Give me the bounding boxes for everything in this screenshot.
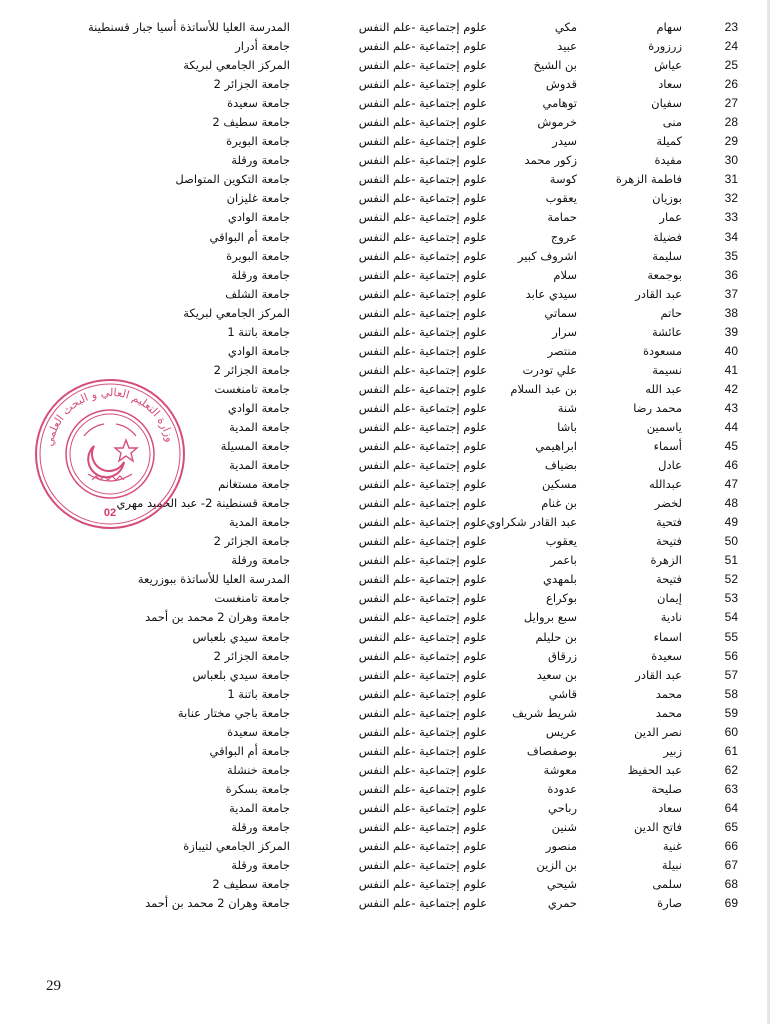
specialty: علوم إجتماعية -علم النفس [358, 877, 487, 892]
first-name: نبيلة [661, 858, 682, 873]
first-name: عياش [654, 58, 682, 73]
specialty: علوم إجتماعية -علم النفس [358, 610, 487, 625]
first-name: فتحية [655, 515, 682, 530]
last-name: بن حليلم [535, 629, 577, 644]
specialty: علوم إجتماعية -علم النفس [358, 724, 487, 739]
row-number: 48 [724, 496, 738, 511]
table-row [0, 589, 770, 608]
last-name: سبع بروايل [523, 610, 577, 625]
university: جامعة الوادي [227, 343, 290, 358]
specialty: علوم إجتماعية -علم النفس [358, 419, 487, 434]
specialty: علوم إجتماعية -علم النفس [358, 58, 487, 73]
last-name: شنة [557, 400, 577, 415]
table-row [0, 18, 770, 37]
row-number: 65 [724, 819, 738, 834]
first-name: محمد [655, 705, 682, 720]
table-row [0, 780, 770, 799]
specialty: علوم إجتماعية -علم النفس [358, 896, 487, 911]
specialty: علوم إجتماعية -علم النفس [358, 819, 487, 834]
table-row [0, 94, 770, 113]
university: جامعة خنشلة [227, 762, 290, 777]
university: جامعة سعيدة [227, 96, 290, 111]
last-name: كوسة [549, 172, 577, 187]
last-name: يعقوب [545, 191, 577, 206]
table-row [0, 608, 770, 627]
row-number: 49 [724, 515, 738, 530]
university: جامعة ورقلة [231, 553, 290, 568]
table-row [0, 56, 770, 75]
first-name: محمد [655, 686, 682, 701]
table-row [0, 304, 770, 323]
row-number: 67 [724, 858, 738, 873]
university: جامعة المدية [229, 515, 290, 530]
specialty: علوم إجتماعية -علم النفس [358, 134, 487, 149]
university: جامعة بسكرة [225, 781, 290, 796]
last-name: بوكراع [545, 591, 577, 606]
specialty: علوم إجتماعية -علم النفس [358, 591, 487, 606]
last-name: عدودة [547, 781, 577, 796]
last-name: باشا [557, 419, 577, 434]
row-number: 31 [724, 172, 738, 187]
first-name: فتيحة [655, 572, 682, 587]
row-number: 38 [724, 305, 738, 320]
first-name: زرزورة [648, 39, 682, 54]
first-name: عادل [658, 458, 682, 473]
first-name: مسعودة [642, 343, 682, 358]
last-name: توهامي [542, 96, 577, 111]
last-name: بن عبد السلام [510, 381, 577, 396]
table-row [0, 570, 770, 589]
university: جامعة ورقلة [231, 153, 290, 168]
university: جامعة الجزائر 2 [213, 648, 290, 663]
first-name: الزهرة [650, 553, 682, 568]
specialty: علوم إجتماعية -علم النفس [358, 858, 487, 873]
university: جامعة وهران 2 محمد بن أحمد [145, 896, 290, 911]
first-name: كميلة [656, 134, 682, 149]
first-name: ياسمين [646, 419, 682, 434]
last-name: عبيد [557, 39, 577, 54]
table-row [0, 189, 770, 208]
university: جامعة الوادي [227, 400, 290, 415]
row-number: 43 [724, 400, 738, 415]
table-row [0, 704, 770, 723]
table-row [0, 856, 770, 875]
row-number: 64 [724, 800, 738, 815]
row-number: 50 [724, 534, 738, 549]
last-name: رباحي [548, 800, 577, 815]
row-number: 57 [724, 667, 738, 682]
specialty: علوم إجتماعية -علم النفس [358, 686, 487, 701]
row-number: 34 [724, 229, 738, 244]
specialty: علوم إجتماعية -علم النفس [358, 648, 487, 663]
specialty: علوم إجتماعية -علم النفس [358, 343, 487, 358]
row-number: 29 [724, 134, 738, 149]
specialty: علوم إجتماعية -علم النفس [358, 629, 487, 644]
specialty: علوم إجتماعية -علم النفس [358, 229, 487, 244]
svg-text:وزارة التعليم العالي و البحث ا [42, 386, 176, 448]
specialty: علوم إجتماعية -علم النفس [358, 305, 487, 320]
specialty: علوم إجتماعية -علم النفس [358, 96, 487, 111]
row-number: 47 [724, 477, 738, 492]
table-row [0, 628, 770, 647]
university: جامعة الجزائر 2 [213, 534, 290, 549]
first-name: عبد القادر [635, 286, 682, 301]
first-name: عبد الله [645, 381, 682, 396]
university: المركز الجامعي لبريكة [183, 305, 290, 320]
row-number: 68 [724, 877, 738, 892]
specialty: علوم إجتماعية -علم النفس [358, 781, 487, 796]
table-row [0, 799, 770, 818]
table-row [0, 666, 770, 685]
specialty: علوم إجتماعية -علم النفس [358, 39, 487, 54]
row-number: 28 [724, 115, 738, 130]
last-name: عروج [550, 229, 577, 244]
first-name: صارة [657, 896, 682, 911]
first-name: نصر الدين [634, 724, 682, 739]
university: جامعة تامنغست [214, 381, 290, 396]
table-row [0, 894, 770, 913]
first-name: نادية [660, 610, 682, 625]
row-number: 46 [724, 458, 738, 473]
first-name: سعاد [658, 800, 682, 815]
specialty: علوم إجتماعية -علم النفس [358, 286, 487, 301]
last-name: ابراهيمي [535, 439, 577, 454]
last-name: بن غنام [541, 496, 577, 511]
table-row [0, 113, 770, 132]
specialty: علوم إجتماعية -علم النفس [358, 496, 487, 511]
first-name: صليحة [651, 781, 682, 796]
university: المدرسة العليا للأساتذة ببوزريعة [137, 572, 290, 587]
university: جامعة باتنة 1 [227, 324, 290, 339]
specialty: علوم إجتماعية -علم النفس [358, 743, 487, 758]
university: جامعة التكوين المتواصل [175, 172, 290, 187]
row-number: 35 [724, 248, 738, 263]
last-name: زرقاق [547, 648, 577, 663]
first-name: غنية [662, 839, 682, 854]
specialty: علوم إجتماعية -علم النفس [358, 248, 487, 263]
table-row [0, 170, 770, 189]
first-name: عمار [659, 210, 682, 225]
first-name: فضيلة [653, 229, 682, 244]
first-name: فاتح الدين [634, 819, 682, 834]
first-name: سلمى [652, 877, 682, 892]
row-number: 45 [724, 439, 738, 454]
university: جامعة باجي مختار عنابة [177, 705, 290, 720]
last-name: بلمهدي [543, 572, 577, 587]
first-name: سليمة [652, 248, 682, 263]
specialty: علوم إجتماعية -علم النفس [358, 477, 487, 492]
first-name: مفيدة [654, 153, 682, 168]
table-row [0, 837, 770, 856]
university: جامعة المدية [229, 800, 290, 815]
specialty: علوم إجتماعية -علم النفس [358, 115, 487, 130]
row-number: 55 [724, 629, 738, 644]
first-name: عبدالله [648, 477, 682, 492]
first-name: محمد رضا [633, 400, 682, 415]
university: جامعة المدية [229, 419, 290, 434]
specialty: علوم إجتماعية -علم النفس [358, 210, 487, 225]
row-number: 53 [724, 591, 738, 606]
specialty: علوم إجتماعية -علم النفس [358, 705, 487, 720]
last-name: سيدر [552, 134, 577, 149]
specialty: علوم إجتماعية -علم النفس [358, 800, 487, 815]
last-name: خرموش [537, 115, 577, 130]
table-row [0, 818, 770, 837]
table-row [0, 285, 770, 304]
table-row [0, 647, 770, 666]
first-name: عبد الحفيظ [627, 762, 682, 777]
university: جامعة ورقلة [231, 267, 290, 282]
page-number: 29 [46, 978, 61, 994]
specialty: علوم إجتماعية -علم النفس [358, 153, 487, 168]
last-name: بن سعيد [536, 667, 577, 682]
row-number: 25 [724, 58, 738, 73]
university: المركز الجامعي لبريكة [183, 58, 290, 73]
university: جامعة المسيلة [220, 439, 290, 454]
university: جامعة البويرة [226, 134, 290, 149]
table-row [0, 723, 770, 742]
university: جامعة غليزان [226, 191, 290, 206]
row-number: 52 [724, 572, 738, 587]
first-name: سعاد [658, 77, 682, 92]
university: جامعة سطيف 2 [212, 115, 290, 130]
last-name: بن الزين [536, 858, 577, 873]
university: جامعة سيدي بلعباس [192, 629, 290, 644]
table-row [0, 761, 770, 780]
last-name: بوصفصاف [526, 743, 577, 758]
table-row [0, 685, 770, 704]
first-name: فتيحة [655, 534, 682, 549]
university: المركز الجامعي لتيبازة [183, 839, 290, 854]
row-number: 33 [724, 210, 738, 225]
table-row [0, 323, 770, 342]
university: المدرسة العليا للأساتذة أسيا جبار قسنطينة [87, 20, 290, 34]
last-name: زكور محمد [524, 153, 577, 168]
university: جامعة الجزائر 2 [213, 77, 290, 92]
specialty: علوم إجتماعية -علم النفس [358, 381, 487, 396]
specialty: علوم إجتماعية -علم النفس [358, 534, 487, 549]
last-name: بضياف [544, 458, 577, 473]
last-name: عبد القادر شكراوي [486, 515, 577, 530]
last-name: علي تودرت [522, 362, 577, 377]
last-name: شريط شريف [512, 705, 577, 720]
table-row [0, 151, 770, 170]
last-name: سلام [553, 267, 577, 282]
row-number: 56 [724, 648, 738, 663]
table-row [0, 132, 770, 151]
row-number: 54 [724, 610, 738, 625]
specialty: علوم إجتماعية -علم النفس [358, 572, 487, 587]
last-name: سماتي [544, 305, 577, 320]
table-row [0, 228, 770, 247]
university: جامعة الوادي [227, 210, 290, 225]
row-number: 37 [724, 286, 738, 301]
university: جامعة سعيدة [227, 724, 290, 739]
row-number: 58 [724, 686, 738, 701]
specialty: علوم إجتماعية -علم النفس [358, 191, 487, 206]
university: جامعة البويرة [226, 248, 290, 263]
first-name: أسماء [653, 439, 682, 454]
last-name: قدوش [545, 77, 577, 92]
specialty: علوم إجتماعية -علم النفس [358, 667, 487, 682]
row-number: 24 [724, 39, 738, 54]
row-number: 39 [724, 324, 738, 339]
row-number: 40 [724, 343, 738, 358]
row-number: 23 [724, 20, 738, 34]
table-row [0, 875, 770, 894]
first-name: بوجمعة [647, 267, 682, 282]
university: جامعة سيدي بلعباس [192, 667, 290, 682]
university: جامعة ورقلة [231, 819, 290, 834]
first-name: منى [662, 115, 682, 130]
university: جامعة أم البواقي [209, 743, 290, 758]
last-name: اشروف كبير [517, 248, 577, 263]
first-name: بوزيان [652, 191, 682, 206]
row-number: 32 [724, 191, 738, 206]
last-name: مكي [554, 20, 577, 34]
row-number: 69 [724, 896, 738, 911]
specialty: علوم إجتماعية -علم النفس [358, 362, 487, 377]
last-name: عريس [545, 724, 577, 739]
first-name: سفيان [651, 96, 682, 111]
row-number: 66 [724, 839, 738, 854]
first-name: لخضر [654, 496, 682, 511]
table-row [0, 208, 770, 227]
table-row [0, 342, 770, 361]
official-stamp-icon [32, 376, 188, 532]
university: جامعة باتنة 1 [227, 686, 290, 701]
table-row [0, 551, 770, 570]
row-number: 62 [724, 762, 738, 777]
row-number: 61 [724, 743, 738, 758]
specialty: علوم إجتماعية -علم النفس [358, 77, 487, 92]
specialty: علوم إجتماعية -علم النفس [358, 20, 487, 34]
row-number: 41 [724, 362, 738, 377]
table-row [0, 37, 770, 56]
first-name: سعيدة [651, 648, 682, 663]
last-name: مسكين [542, 477, 577, 492]
last-name: شنين [551, 819, 577, 834]
specialty: علوم إجتماعية -علم النفس [358, 515, 487, 530]
university: جامعة وهران 2 محمد بن أحمد [145, 610, 290, 625]
university: جامعة الشلف [225, 286, 290, 301]
last-name: معوشة [543, 762, 577, 777]
specialty: علوم إجتماعية -علم النفس [358, 762, 487, 777]
last-name: يعقوب [545, 534, 577, 549]
first-name: نسيمة [652, 362, 682, 377]
university: جامعة مستغانم [218, 477, 290, 492]
stamp-number: 02 [103, 507, 117, 519]
specialty: علوم إجتماعية -علم النفس [358, 553, 487, 568]
row-number: 27 [724, 96, 738, 111]
first-name: عائشة [652, 324, 682, 339]
last-name: قاشي [548, 686, 577, 701]
university: جامعة قسنطينة 2- عبد الحميد مهري [116, 496, 290, 511]
last-name: حمري [547, 896, 577, 911]
table-row [0, 75, 770, 94]
university: جامعة تامنغست [214, 591, 290, 606]
last-name: سيدي عابد [525, 286, 577, 301]
row-number: 26 [724, 77, 738, 92]
row-number: 51 [724, 553, 738, 568]
university: جامعة المدية [229, 458, 290, 473]
specialty: علوم إجتماعية -علم النفس [358, 439, 487, 454]
specialty: علوم إجتماعية -علم النفس [358, 172, 487, 187]
first-name: اسماء [653, 629, 682, 644]
last-name: منتصر [547, 343, 577, 358]
table-row [0, 266, 770, 285]
last-name: شيحي [546, 877, 577, 892]
first-name: حاتم [660, 305, 682, 320]
row-number: 60 [724, 724, 738, 739]
university: جامعة ورقلة [231, 858, 290, 873]
last-name: باعمر [550, 553, 577, 568]
university: جامعة سطيف 2 [212, 877, 290, 892]
university: جامعة أم البواقي [209, 229, 290, 244]
specialty: علوم إجتماعية -علم النفس [358, 400, 487, 415]
first-name: فاطمة الزهرة [615, 172, 682, 187]
row-number: 42 [724, 381, 738, 396]
university: جامعة الجزائر 2 [213, 362, 290, 377]
last-name: بن الشيخ [533, 58, 577, 73]
first-name: عبد القادر [635, 667, 682, 682]
row-number: 59 [724, 705, 738, 720]
first-name: إيمان [657, 591, 682, 606]
last-name: منصور [545, 839, 577, 854]
table-row [0, 247, 770, 266]
last-name: حمامة [547, 210, 577, 225]
specialty: علوم إجتماعية -علم النفس [358, 267, 487, 282]
stamp-text: وزارة التعليم العالي و البحث العلمي [42, 385, 177, 448]
specialty: علوم إجتماعية -علم النفس [358, 324, 487, 339]
specialty: علوم إجتماعية -علم النفس [358, 458, 487, 473]
specialty: علوم إجتماعية -علم النفس [358, 839, 487, 854]
first-name: زبير [663, 743, 682, 758]
last-name: سرار [552, 324, 577, 339]
table-row [0, 532, 770, 551]
first-name: سهام [656, 20, 682, 34]
row-number: 36 [724, 267, 738, 282]
table-row [0, 742, 770, 761]
row-number: 63 [724, 781, 738, 796]
row-number: 30 [724, 153, 738, 168]
row-number: 44 [724, 419, 738, 434]
university: جامعة أدرار [235, 39, 290, 54]
